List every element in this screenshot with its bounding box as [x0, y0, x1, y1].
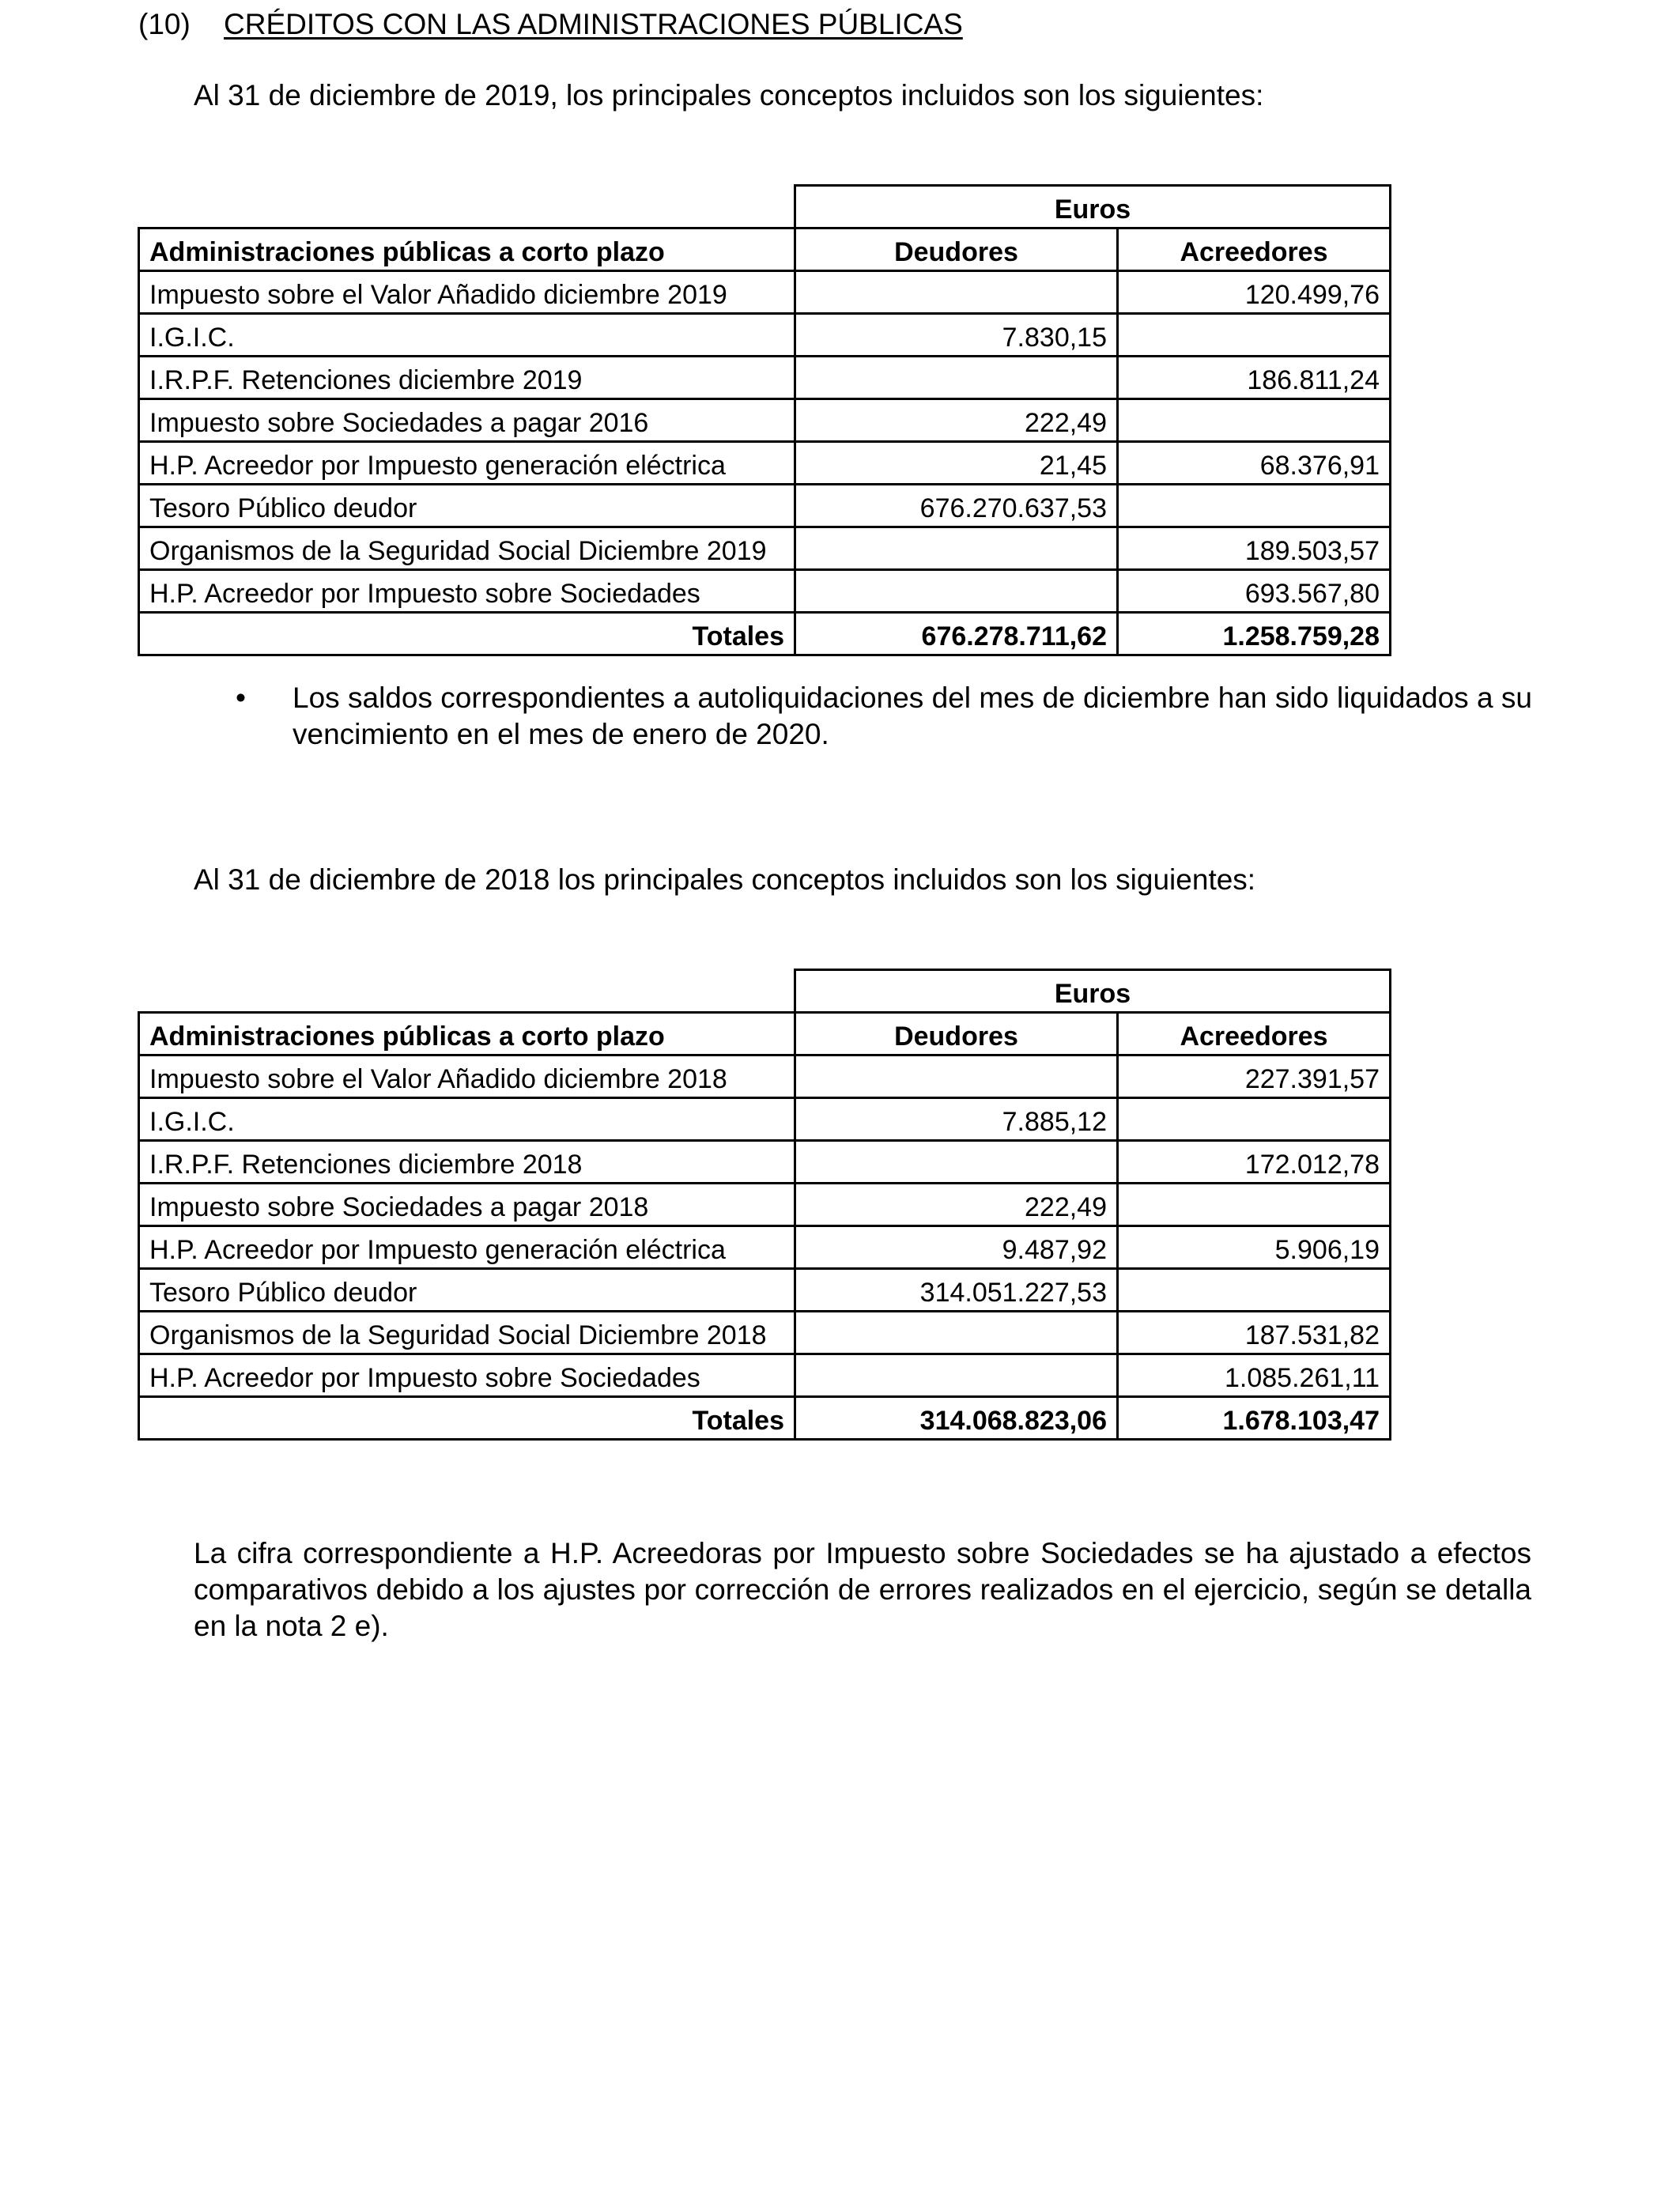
row-concept: H.P. Acreedor por Impuesto sobre Sociedades: [139, 1354, 795, 1397]
row-acreedores: [1118, 485, 1391, 527]
section-heading: [138, 6, 963, 43]
row-deudores: [795, 357, 1118, 399]
row-deudores: [795, 1055, 1118, 1098]
row-concept: H.P. Acreedor por Impuesto generación eléctrica: [139, 442, 795, 485]
intro-2018: Al 31 de diciembre de 2018 los principales conceptos incluidos son los siguientes:: [194, 863, 1256, 896]
bullet-item: [236, 680, 1532, 753]
row-concept: H.P. Acreedor por Impuesto generación eléctrica: [139, 1226, 795, 1269]
totals-label: Totales: [139, 613, 795, 655]
row-acreedores: 189.503,57: [1118, 527, 1391, 570]
bullet-text: Los saldos correspondientes a autoliquidaciones del mes de diciembre han sido liquidados a su vencimiento en el mes de enero de 2020.: [293, 682, 1532, 750]
row-acreedores: 187.531,82: [1118, 1312, 1391, 1354]
row-acreedores: [1118, 1269, 1391, 1312]
row-acreedores: 186.811,24: [1118, 357, 1391, 399]
table-row: [139, 314, 1391, 357]
row-deudores: [795, 1354, 1118, 1397]
row-deudores: 7.885,12: [795, 1098, 1118, 1141]
row-concept: I.G.I.C.: [139, 1098, 795, 1141]
table-row: [139, 442, 1391, 485]
col-header-concept: Administraciones públicas a corto plazo: [139, 1013, 795, 1055]
row-concept: Impuesto sobre el Valor Añadido diciembre 2018: [139, 1055, 795, 1098]
adjustment-note: La cifra correspondiente a H.P. Acreedoras por Impuesto sobre Sociedades se ha ajustado a efectos comparativos debido a los ajustes por corrección de errores realizados en el ejercicio, según se detalla en la nota 2 e).: [194, 1537, 1531, 1642]
totals-acreedores: 1.258.759,28: [1118, 613, 1391, 655]
row-concept: Impuesto sobre Sociedades a pagar 2018: [139, 1184, 795, 1226]
table-row: [139, 527, 1391, 570]
totals-acreedores: 1.678.103,47: [1118, 1397, 1391, 1440]
row-concept: Organismos de la Seguridad Social Diciembre 2019: [139, 527, 795, 570]
row-acreedores: 693.567,80: [1118, 570, 1391, 613]
totals-deudores: 676.278.711,62: [795, 613, 1118, 655]
row-concept: I.R.P.F. Retenciones diciembre 2019: [139, 357, 795, 399]
intro-2019: Al 31 de diciembre de 2019, los principales conceptos incluidos son los siguientes:: [194, 79, 1264, 111]
row-acreedores: 68.376,91: [1118, 442, 1391, 485]
table-row: [139, 399, 1391, 442]
row-concept: I.G.I.C.: [139, 314, 795, 357]
group-header: Euros: [795, 970, 1391, 1013]
section-number: (10): [138, 8, 191, 40]
table-row: [139, 1312, 1391, 1354]
col-header-deudores: Deudores: [795, 228, 1118, 271]
row-acreedores: 227.391,57: [1118, 1055, 1391, 1098]
row-deudores: [795, 570, 1118, 613]
table-row: [139, 1269, 1391, 1312]
row-deudores: 7.830,15: [795, 314, 1118, 357]
row-concept: I.R.P.F. Retenciones diciembre 2018: [139, 1141, 795, 1184]
table-row: [139, 1226, 1391, 1269]
col-header-acreedores: Acreedores: [1118, 228, 1391, 271]
table-group-header-row: [139, 970, 1391, 1013]
col-header-deudores: Deudores: [795, 1013, 1118, 1055]
row-acreedores: 5.906,19: [1118, 1226, 1391, 1269]
row-acreedores: 1.085.261,11: [1118, 1354, 1391, 1397]
col-header-acreedores: Acreedores: [1118, 1013, 1391, 1055]
table-row: [139, 1141, 1391, 1184]
row-concept: Tesoro Público deudor: [139, 1269, 795, 1312]
table-2019: [138, 184, 1391, 656]
row-deudores: [795, 1312, 1118, 1354]
col-header-concept: Administraciones públicas a corto plazo: [139, 228, 795, 271]
table-row: [139, 1184, 1391, 1226]
row-deudores: 21,45: [795, 442, 1118, 485]
table-row: [139, 357, 1391, 399]
table-row: [139, 485, 1391, 527]
row-deudores: [795, 271, 1118, 314]
totals-deudores: 314.068.823,06: [795, 1397, 1118, 1440]
section-title: CRÉDITOS CON LAS ADMINISTRACIONES PÚBLICAS: [224, 8, 963, 40]
row-deudores: 676.270.637,53: [795, 485, 1118, 527]
table-group-header-row: [139, 186, 1391, 228]
table-header-row: [139, 228, 1391, 271]
table-row: [139, 1098, 1391, 1141]
row-deudores: [795, 527, 1118, 570]
row-deudores: 222,49: [795, 1184, 1118, 1226]
row-concept: Organismos de la Seguridad Social Diciembre 2018: [139, 1312, 795, 1354]
row-deudores: 314.051.227,53: [795, 1269, 1118, 1312]
row-concept: Impuesto sobre el Valor Añadido diciembre 2019: [139, 271, 795, 314]
table-row: [139, 1354, 1391, 1397]
totals-label: Totales: [139, 1397, 795, 1440]
bullet-symbol: •: [236, 682, 246, 714]
row-acreedores: 120.499,76: [1118, 271, 1391, 314]
row-acreedores: [1118, 399, 1391, 442]
table-row: [139, 1055, 1391, 1098]
table-totals-row: [139, 1397, 1391, 1440]
row-concept: Tesoro Público deudor: [139, 485, 795, 527]
row-concept: Impuesto sobre Sociedades a pagar 2016: [139, 399, 795, 442]
row-acreedores: 172.012,78: [1118, 1141, 1391, 1184]
table-totals-row: [139, 613, 1391, 655]
row-acreedores: [1118, 314, 1391, 357]
group-header: Euros: [795, 186, 1391, 228]
row-acreedores: [1118, 1184, 1391, 1226]
row-deudores: [795, 1141, 1118, 1184]
row-acreedores: [1118, 1098, 1391, 1141]
row-concept: H.P. Acreedor por Impuesto sobre Sociedades: [139, 570, 795, 613]
row-deudores: 9.487,92: [795, 1226, 1118, 1269]
table-row: [139, 271, 1391, 314]
table-header-row: [139, 1013, 1391, 1055]
table-2018: [138, 969, 1391, 1441]
table-row: [139, 570, 1391, 613]
row-deudores: 222,49: [795, 399, 1118, 442]
